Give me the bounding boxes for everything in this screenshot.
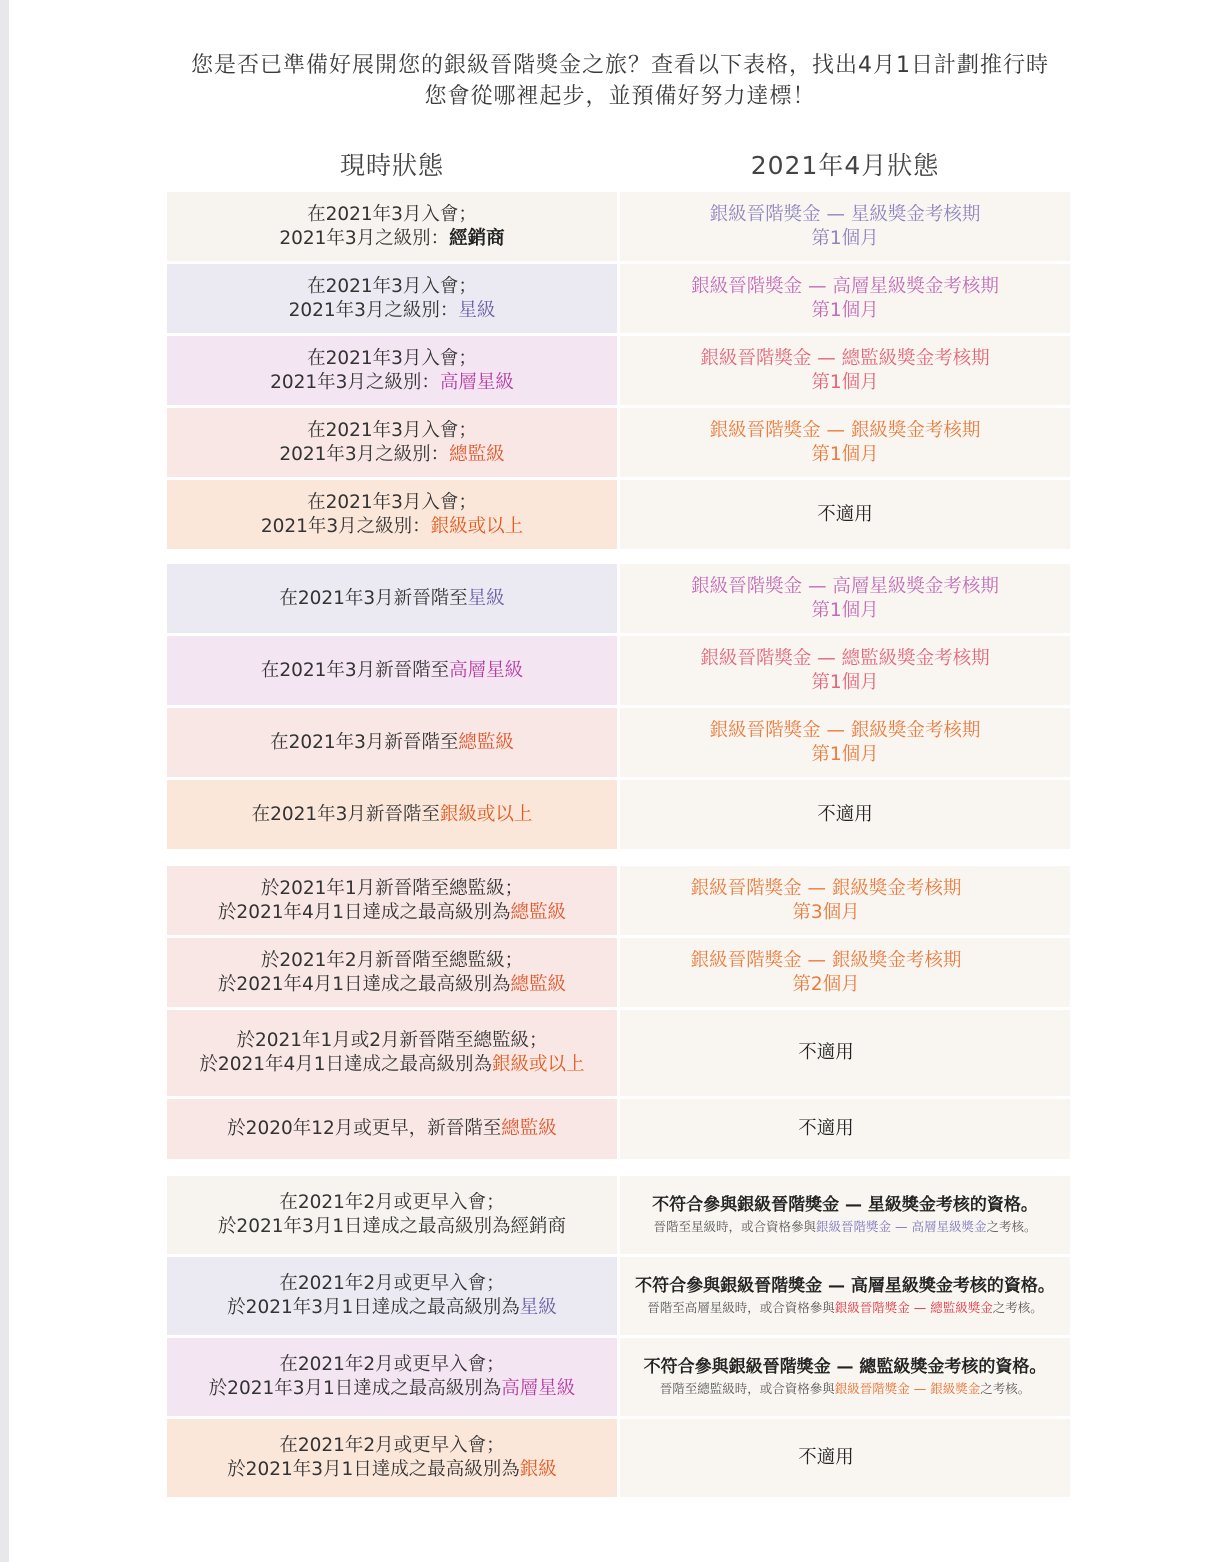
table-row (167, 636, 1070, 705)
table-group-1 (167, 192, 1070, 549)
level-senior-star: 高層星級 (501, 1378, 576, 1399)
april-status-cell: 銀級晉階獎金 — 高層星級獎金考核期 第1個月 (620, 264, 1070, 333)
april-status-cell: 銀級晉階獎金 — 銀級獎金考核期 第1個月 (620, 708, 1070, 777)
table-row (167, 1010, 1070, 1096)
level-director: 總監級 (510, 901, 567, 923)
april-status-cell: 不符合參與銀級晉階獎金 — 星級獎金考核的資格。 晉階至星級時，或合資格參與銀級晉階獎金 — 高層星級獎金之考核。 (620, 1176, 1070, 1254)
current-status-cell: 在2021年3月新晉階至總監級 (167, 708, 617, 777)
table-row (167, 1176, 1070, 1254)
april-status-cell: 不符合參與銀級晉階獎金 — 高層星級獎金考核的資格。 晉階至高層星級時，或合資格參與銀級晉階獎金 — 總監級獎金之考核。 (620, 1257, 1070, 1335)
table-group-4 (167, 1176, 1070, 1497)
column-header-current: 現時狀態 (339, 151, 444, 180)
april-status-cell: 不適用 (620, 1419, 1070, 1497)
april-status-cell: 不適用 (620, 780, 1070, 849)
level-star: 星級 (519, 1297, 557, 1318)
level-star: 星級 (458, 299, 496, 321)
current-status-cell: 在2021年3月新晉階至銀級或以上 (167, 780, 617, 849)
current-status-cell: 在2021年3月入會； 2021年3月之級別：總監級 (167, 408, 617, 477)
table-row (167, 780, 1070, 849)
april-status-cell: 不適用 (620, 480, 1070, 549)
table-row (167, 708, 1070, 777)
current-status-cell: 在2021年3月入會； 2021年3月之級別：銀級或以上 (167, 480, 617, 549)
current-status-cell: 於2021年2月新晉階至總監級； 於2021年4月1日達成之最高級別為總監級 (167, 938, 617, 1007)
current-status-cell: 在2021年2月或更早入會； 於2021年3月1日達成之最高級別為高層星級 (167, 1338, 617, 1416)
table-group-2 (167, 564, 1070, 849)
table-row (167, 408, 1070, 477)
april-status-cell: 銀級晉階獎金 — 銀級獎金考核期 第1個月 (620, 408, 1070, 477)
level-director: 總監級 (449, 443, 505, 465)
table-row (167, 336, 1070, 405)
current-status-cell: 在2021年3月入會； 2021年3月之級別：星級 (167, 264, 617, 333)
level-director: 總監級 (458, 731, 514, 753)
april-status-cell: 不適用 (620, 1010, 1070, 1096)
intro-line-1: 您是否已準備好展開您的銀級晉階獎金之旅？查看以下表格，找出4月1日計劃推行時 (191, 53, 1049, 78)
level-senior-star: 高層星級 (449, 659, 524, 681)
table-row (167, 1419, 1070, 1497)
current-status-cell: 在2021年3月入會； 2021年3月之級別：高層星級 (167, 336, 617, 405)
april-status-cell: 銀級晉階獎金 — 星級獎金考核期 第1個月 (620, 192, 1070, 261)
intro-line-2: 您會從哪裡起步，並預備好努力達標！ (424, 84, 816, 109)
table-row (167, 1257, 1070, 1335)
table-row (167, 1338, 1070, 1416)
april-status-cell: 銀級晉階獎金 — 總監級獎金考核期 第1個月 (620, 336, 1070, 405)
april-status-cell: 銀級晉階獎金 — 銀級獎金考核期 第3個月 (620, 866, 1070, 935)
level-distributor: 經銷商 (510, 1216, 567, 1237)
april-status-cell: 銀級晉階獎金 — 銀級獎金考核期 第2個月 (620, 938, 1070, 1007)
table-row (167, 866, 1070, 935)
april-status-cell: 不適用 (620, 1099, 1070, 1159)
current-status-cell: 在2021年2月或更早入會； 於2021年3月1日達成之最高級別為星級 (167, 1257, 617, 1335)
table-row (167, 480, 1070, 549)
level-silver-above: 銀級或以上 (439, 803, 533, 825)
current-status-cell: 於2021年1月新晉階至總監級； 於2021年4月1日達成之最高級別為總監級 (167, 866, 617, 935)
level-director: 總監級 (501, 1118, 557, 1139)
table-group-3 (167, 866, 1070, 1159)
current-status-cell: 在2021年3月入會； 2021年3月之級別：經銷商 (167, 192, 617, 261)
current-status-cell: 在2021年3月新晉階至高層星級 (167, 636, 617, 705)
level-silver-above: 銀級或以上 (430, 515, 524, 537)
level-senior-star: 高層星級 (439, 371, 514, 393)
april-status-cell: 銀級晉階獎金 — 高層星級獎金考核期 第1個月 (620, 564, 1070, 633)
level-director: 總監級 (510, 973, 567, 995)
level-distributor: 經銷商 (449, 227, 505, 249)
table-row (167, 564, 1070, 633)
level-silver: 銀級 (519, 1459, 557, 1480)
level-star: 星級 (467, 587, 505, 609)
april-status-cell: 銀級晉階獎金 — 總監級獎金考核期 第1個月 (620, 636, 1070, 705)
level-silver-above: 銀級或以上 (492, 1054, 585, 1075)
table-row (167, 192, 1070, 261)
page-edge (0, 0, 9, 1562)
column-header-april: 2021年4月狀態 (750, 151, 940, 180)
current-status-cell: 在2021年3月新晉階至星級 (167, 564, 617, 633)
intro-text (120, 50, 1120, 112)
current-status-cell: 在2021年2月或更早入會； 於2021年3月1日達成之最高級別為經銷商 (167, 1176, 617, 1254)
table-row (167, 264, 1070, 333)
table-row (167, 1099, 1070, 1159)
current-status-cell: 在2021年2月或更早入會； 於2021年3月1日達成之最高級別為銀級 (167, 1419, 617, 1497)
current-status-cell: 於2020年12月或更早，新晉階至總監級 (167, 1099, 617, 1159)
april-status-cell: 不符合參與銀級晉階獎金 — 總監級獎金考核的資格。 晉階至總監級時，或合資格參與銀級晉階獎金 — 銀級獎金之考核。 (620, 1338, 1070, 1416)
table-row (167, 938, 1070, 1007)
current-status-cell: 於2021年1月或2月新晉階至總監級； 於2021年4月1日達成之最高級別為銀級或以上 (167, 1010, 617, 1096)
